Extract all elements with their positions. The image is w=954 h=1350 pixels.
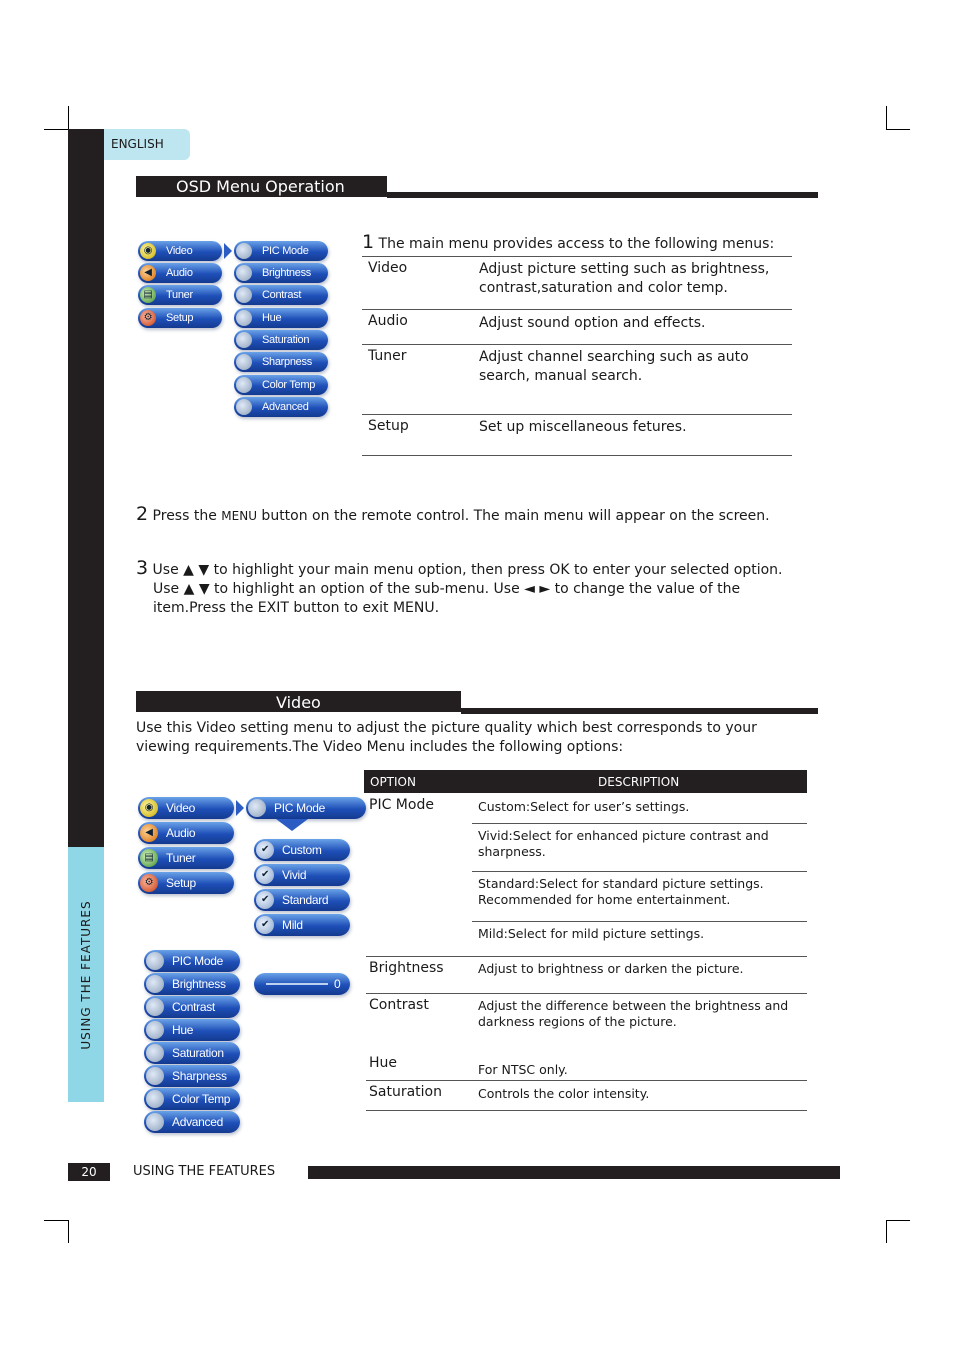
speaker-icon: ◀: [140, 265, 156, 281]
mode-label: Mild: [282, 918, 303, 932]
row-value: Set up miscellaneous fetures.: [479, 419, 687, 435]
submenu-item: [144, 1065, 240, 1087]
crop-mark: [68, 106, 69, 129]
table-row: [362, 345, 792, 415]
row-divider: [366, 993, 807, 994]
desc-brightness: Adjust to brightness or darken the picture.: [478, 961, 744, 976]
language-tab: ENGLISH: [104, 129, 190, 160]
menu-item-audio: [138, 822, 234, 844]
row-value: Adjust sound option and effects.: [479, 315, 706, 331]
bullet-icon: [236, 399, 252, 415]
bullet-icon: [236, 332, 252, 348]
check-icon: ✔: [256, 891, 274, 909]
submenu-item-label: Contrast: [262, 289, 302, 301]
submenu-item-label: Brightness: [262, 267, 311, 279]
desc-mild: Mild:Select for mild picture settings.: [478, 926, 705, 941]
submenu-item-label: Sharpness: [262, 356, 312, 368]
submenu-item-label: Saturation: [262, 334, 310, 346]
submenu-item-label: PIC Mode: [172, 954, 223, 968]
section-rule: [387, 192, 818, 198]
row-key: Setup: [368, 418, 409, 434]
menu-item-label: Audio: [166, 826, 196, 840]
bullet-icon: [236, 265, 252, 281]
submenu-item: [234, 263, 328, 283]
bullet-icon: [236, 243, 252, 259]
mode-label: Custom: [282, 843, 322, 857]
submenu-item: [144, 1019, 240, 1041]
column-header-option: OPTION: [370, 775, 416, 789]
menu-item-label: Setup: [166, 312, 194, 324]
menu-item-label: Video: [166, 245, 193, 257]
mode-label: Vivid: [282, 868, 307, 882]
crop-mark: [44, 1220, 68, 1221]
submenu-item: [234, 397, 328, 417]
mode-option: [254, 914, 350, 936]
footer-rule: [308, 1166, 840, 1179]
bullet-icon: [146, 1044, 164, 1062]
step-2: [136, 505, 836, 526]
menu-item-label: Video: [166, 801, 195, 815]
row-divider: [366, 1110, 807, 1111]
step-number: 1: [362, 231, 375, 253]
menu-item-video: [138, 241, 222, 261]
step-text: Use ▲ ▼ to highlight your main menu option, then press OK to enter your selected option.: [152, 562, 783, 578]
menu-item-video: [138, 797, 234, 819]
desc-standard: Standard:Select for standard picture settings. Recommended for home entertainment.: [478, 876, 764, 907]
page-number: 20: [81, 1165, 97, 1179]
arrow-right-icon: [224, 243, 232, 259]
check-icon: ✔: [256, 916, 274, 934]
slider-value: 0: [334, 977, 341, 991]
video-icon: ◉: [140, 799, 158, 817]
step-number: 2: [136, 503, 149, 525]
menu-item-label: Tuner: [166, 851, 196, 865]
mode-label: Standard: [282, 893, 329, 907]
submenu-item-label: Hue: [172, 1023, 194, 1037]
row-value: Adjust channel searching such as auto search, manual search.: [479, 349, 749, 384]
video-intro-line-1: Use this Video setting menu to adjust the picture quality which best corresponds to your: [136, 720, 757, 736]
row-divider: [472, 871, 807, 872]
submenu-item: [234, 330, 328, 350]
bullet-icon: [236, 354, 252, 370]
section-header: [136, 176, 387, 197]
crop-mark: [44, 129, 68, 130]
sidebar-dark-band: [68, 129, 104, 847]
mode-option: [254, 864, 350, 886]
submenu-item-label: PIC Mode: [274, 801, 325, 815]
submenu-item-label: Color Temp: [172, 1092, 231, 1106]
section-rule: [461, 708, 818, 714]
table-row: [362, 310, 792, 345]
table-row: [362, 415, 792, 456]
desc-custom: Custom:Select for user’s settings.: [478, 799, 690, 814]
row-divider: [472, 823, 807, 824]
bullet-icon: [146, 1090, 164, 1108]
option-contrast: Contrast: [369, 997, 429, 1013]
table-row: [362, 257, 792, 310]
bullet-icon: [146, 952, 164, 970]
submenu-item: [234, 241, 328, 261]
step-1-intro: [362, 231, 774, 253]
desc-contrast: Adjust the difference between the brightness and darkness regions of the picture.: [478, 998, 789, 1029]
step-3-line-2: Use ▲ ▼ to highlight an option of the sub-menu. Use ◄ ► to change the value of the: [153, 581, 741, 597]
option-brightness: Brightness: [369, 960, 444, 976]
setup-icon: ⚙: [140, 874, 158, 892]
tuner-icon: ▤: [140, 287, 156, 303]
menu-item-setup: [138, 308, 222, 328]
bullet-icon: [236, 310, 252, 326]
sidebar-label: USING THE FEATURES: [79, 900, 93, 1050]
submenu-item: [144, 973, 240, 995]
crop-mark: [68, 1220, 69, 1243]
bullet-icon: [248, 799, 266, 817]
option-saturation: Saturation: [369, 1084, 442, 1100]
row-key: Video: [368, 260, 408, 276]
submenu-item: [144, 950, 240, 972]
check-icon: ✔: [256, 866, 274, 884]
footer-section-label: USING THE FEATURES: [133, 1164, 276, 1179]
menu-item-tuner: [138, 847, 234, 869]
bullet-icon: [146, 998, 164, 1016]
page-number-box: [68, 1163, 110, 1181]
bullet-icon: [146, 1067, 164, 1085]
crop-mark: [886, 129, 910, 130]
row-divider: [366, 1080, 807, 1081]
mode-option: [254, 889, 350, 911]
submenu-item-label: Hue: [262, 312, 282, 324]
bullet-icon: [146, 1113, 164, 1131]
section-title: OSD Menu Operation: [176, 177, 345, 196]
check-icon: ✔: [256, 841, 274, 859]
row-value: Adjust picture setting such as brightness, contrast,saturation and color temp.: [479, 261, 770, 296]
video-intro-line-2: viewing requirements.The Video Menu includes the following options:: [136, 739, 624, 755]
step-number: 3: [136, 557, 149, 579]
desc-saturation: Controls the color intensity.: [478, 1086, 650, 1101]
mode-option: [254, 839, 350, 861]
options-table-header: [364, 770, 807, 793]
menu-item-tuner: [138, 285, 222, 305]
bullet-icon: [146, 1021, 164, 1039]
submenu-item: [144, 996, 240, 1018]
bullet-icon: [236, 287, 252, 303]
submenu-item-label: Sharpness: [172, 1069, 227, 1083]
row-divider: [366, 956, 807, 957]
brightness-slider: [254, 973, 350, 995]
submenu-item-label: Advanced: [172, 1115, 223, 1129]
submenu-item: [234, 308, 328, 328]
menu-item-label: Setup: [166, 876, 196, 890]
option-pic-mode: PIC Mode: [369, 797, 434, 813]
crop-mark: [886, 1220, 910, 1221]
bullet-icon: [236, 377, 252, 393]
pointer-down-icon: [276, 819, 308, 831]
menu-word: MENU: [221, 509, 257, 523]
menu-item-setup: [138, 872, 234, 894]
slider-track: [266, 983, 328, 985]
speaker-icon: ◀: [140, 824, 158, 842]
video-icon: ◉: [140, 243, 156, 259]
row-key: Audio: [368, 313, 408, 329]
step-text: button on the remote control. The main menu will appear on the screen.: [256, 508, 770, 524]
step-3: [136, 559, 836, 580]
crop-mark: [886, 1220, 887, 1243]
menu-item-label: Audio: [166, 267, 193, 279]
bullet-icon: [146, 975, 164, 993]
submenu-item-label: Brightness: [172, 977, 226, 991]
submenu-item: [144, 1042, 240, 1064]
step-text: Press the: [152, 508, 222, 524]
menu-item-label: Tuner: [166, 289, 193, 301]
crop-mark: [886, 106, 887, 129]
submenu-selected: [246, 797, 366, 819]
submenu-item: [234, 375, 328, 395]
submenu-item: [234, 285, 328, 305]
option-hue: Hue: [369, 1055, 398, 1071]
menu-item-audio: [138, 263, 222, 283]
submenu-item-label: Contrast: [172, 1000, 215, 1014]
section-title: Video: [276, 693, 321, 712]
desc-hue: For NTSC only.: [478, 1062, 568, 1077]
submenu-item-label: Advanced: [262, 401, 309, 413]
arrow-right-icon: [236, 800, 244, 816]
submenu-item: [144, 1111, 240, 1133]
step-text: The main menu provides access to the following menus:: [378, 236, 775, 252]
row-key: Tuner: [368, 348, 407, 364]
submenu-item-label: PIC Mode: [262, 245, 309, 257]
submenu-item-label: Saturation: [172, 1046, 224, 1060]
setup-icon: ⚙: [140, 310, 156, 326]
submenu-item: [234, 352, 328, 372]
submenu-item-label: Color Temp: [262, 379, 316, 391]
step-3-line-3: item.Press the EXIT button to exit MENU.: [153, 600, 440, 616]
desc-vivid: Vivid:Select for enhanced picture contrast and sharpness.: [478, 828, 769, 859]
section-header: [136, 691, 461, 712]
row-divider: [472, 921, 807, 922]
column-header-description: DESCRIPTION: [598, 775, 680, 789]
tuner-icon: ▤: [140, 849, 158, 867]
submenu-item: [144, 1088, 240, 1110]
